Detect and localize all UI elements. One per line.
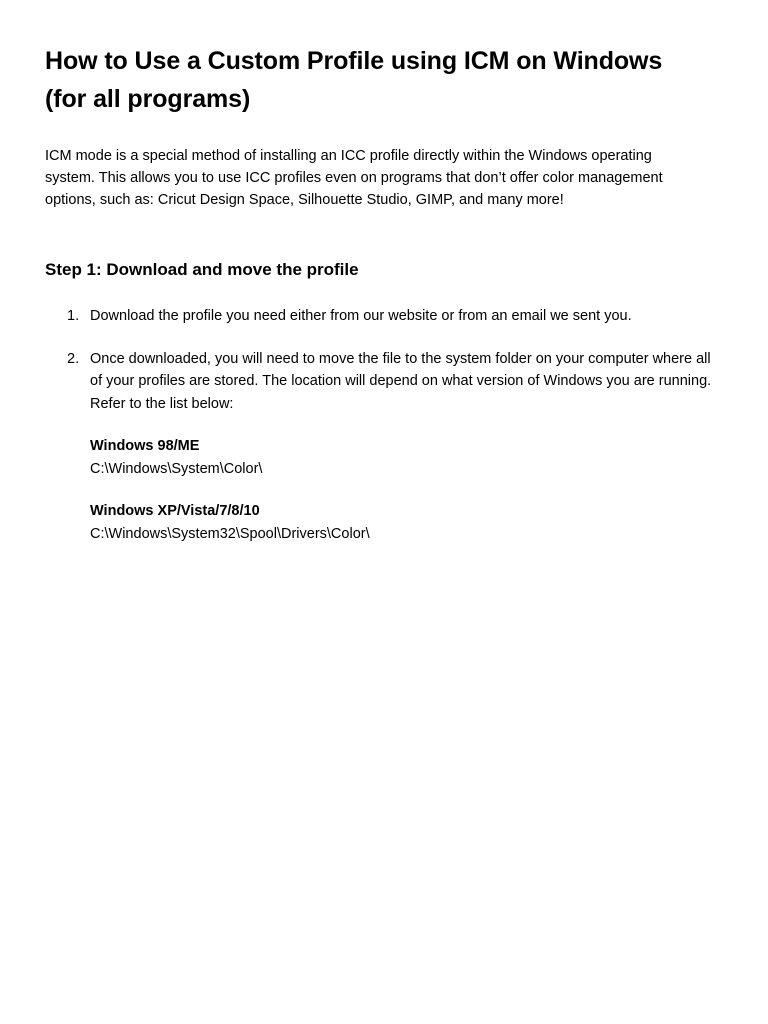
step-1-heading: Step 1: Download and move the profile xyxy=(45,260,359,279)
list-item xyxy=(45,305,725,328)
page-title-line-2: (for all programs) xyxy=(45,85,251,113)
os-name: Windows XP/Vista/7/8/10 xyxy=(90,503,260,519)
profile-folder-path: C:\Windows\System\Color\ xyxy=(90,460,263,477)
page-title-line-1: How to Use a Custom Profile using ICM on Windows xyxy=(45,47,663,75)
page-title xyxy=(45,42,725,118)
os-name: Windows 98/ME xyxy=(90,438,200,454)
profile-folder-path: C:\Windows\System32\Spool\Drivers\Color\ xyxy=(90,525,370,542)
step-list xyxy=(45,305,725,545)
list-item-text: Once downloaded, you will need to move the file to the system folder on your computer where all of your profiles are stored. The location will depend on what version of Windows you are running. Refer to the list below: xyxy=(90,350,712,412)
windows-98-me-location xyxy=(90,435,725,480)
windows-xp-10-location xyxy=(90,500,725,545)
list-item-number: 1. xyxy=(67,308,80,324)
list-item-number: 2. xyxy=(67,350,80,367)
list-item-text: Download the profile you need either from our website or from an email we sent you. xyxy=(90,308,632,324)
list-item xyxy=(45,348,725,546)
document-page xyxy=(45,42,725,545)
intro-paragraph: ICM mode is a special method of installing an ICC profile directly within the Windows operating system. This allows you to use ICC profiles even on programs that don’t offer color management options, such as: Cricut Design Space, Silhouette Studio, GIMP, and many more! xyxy=(45,148,663,208)
